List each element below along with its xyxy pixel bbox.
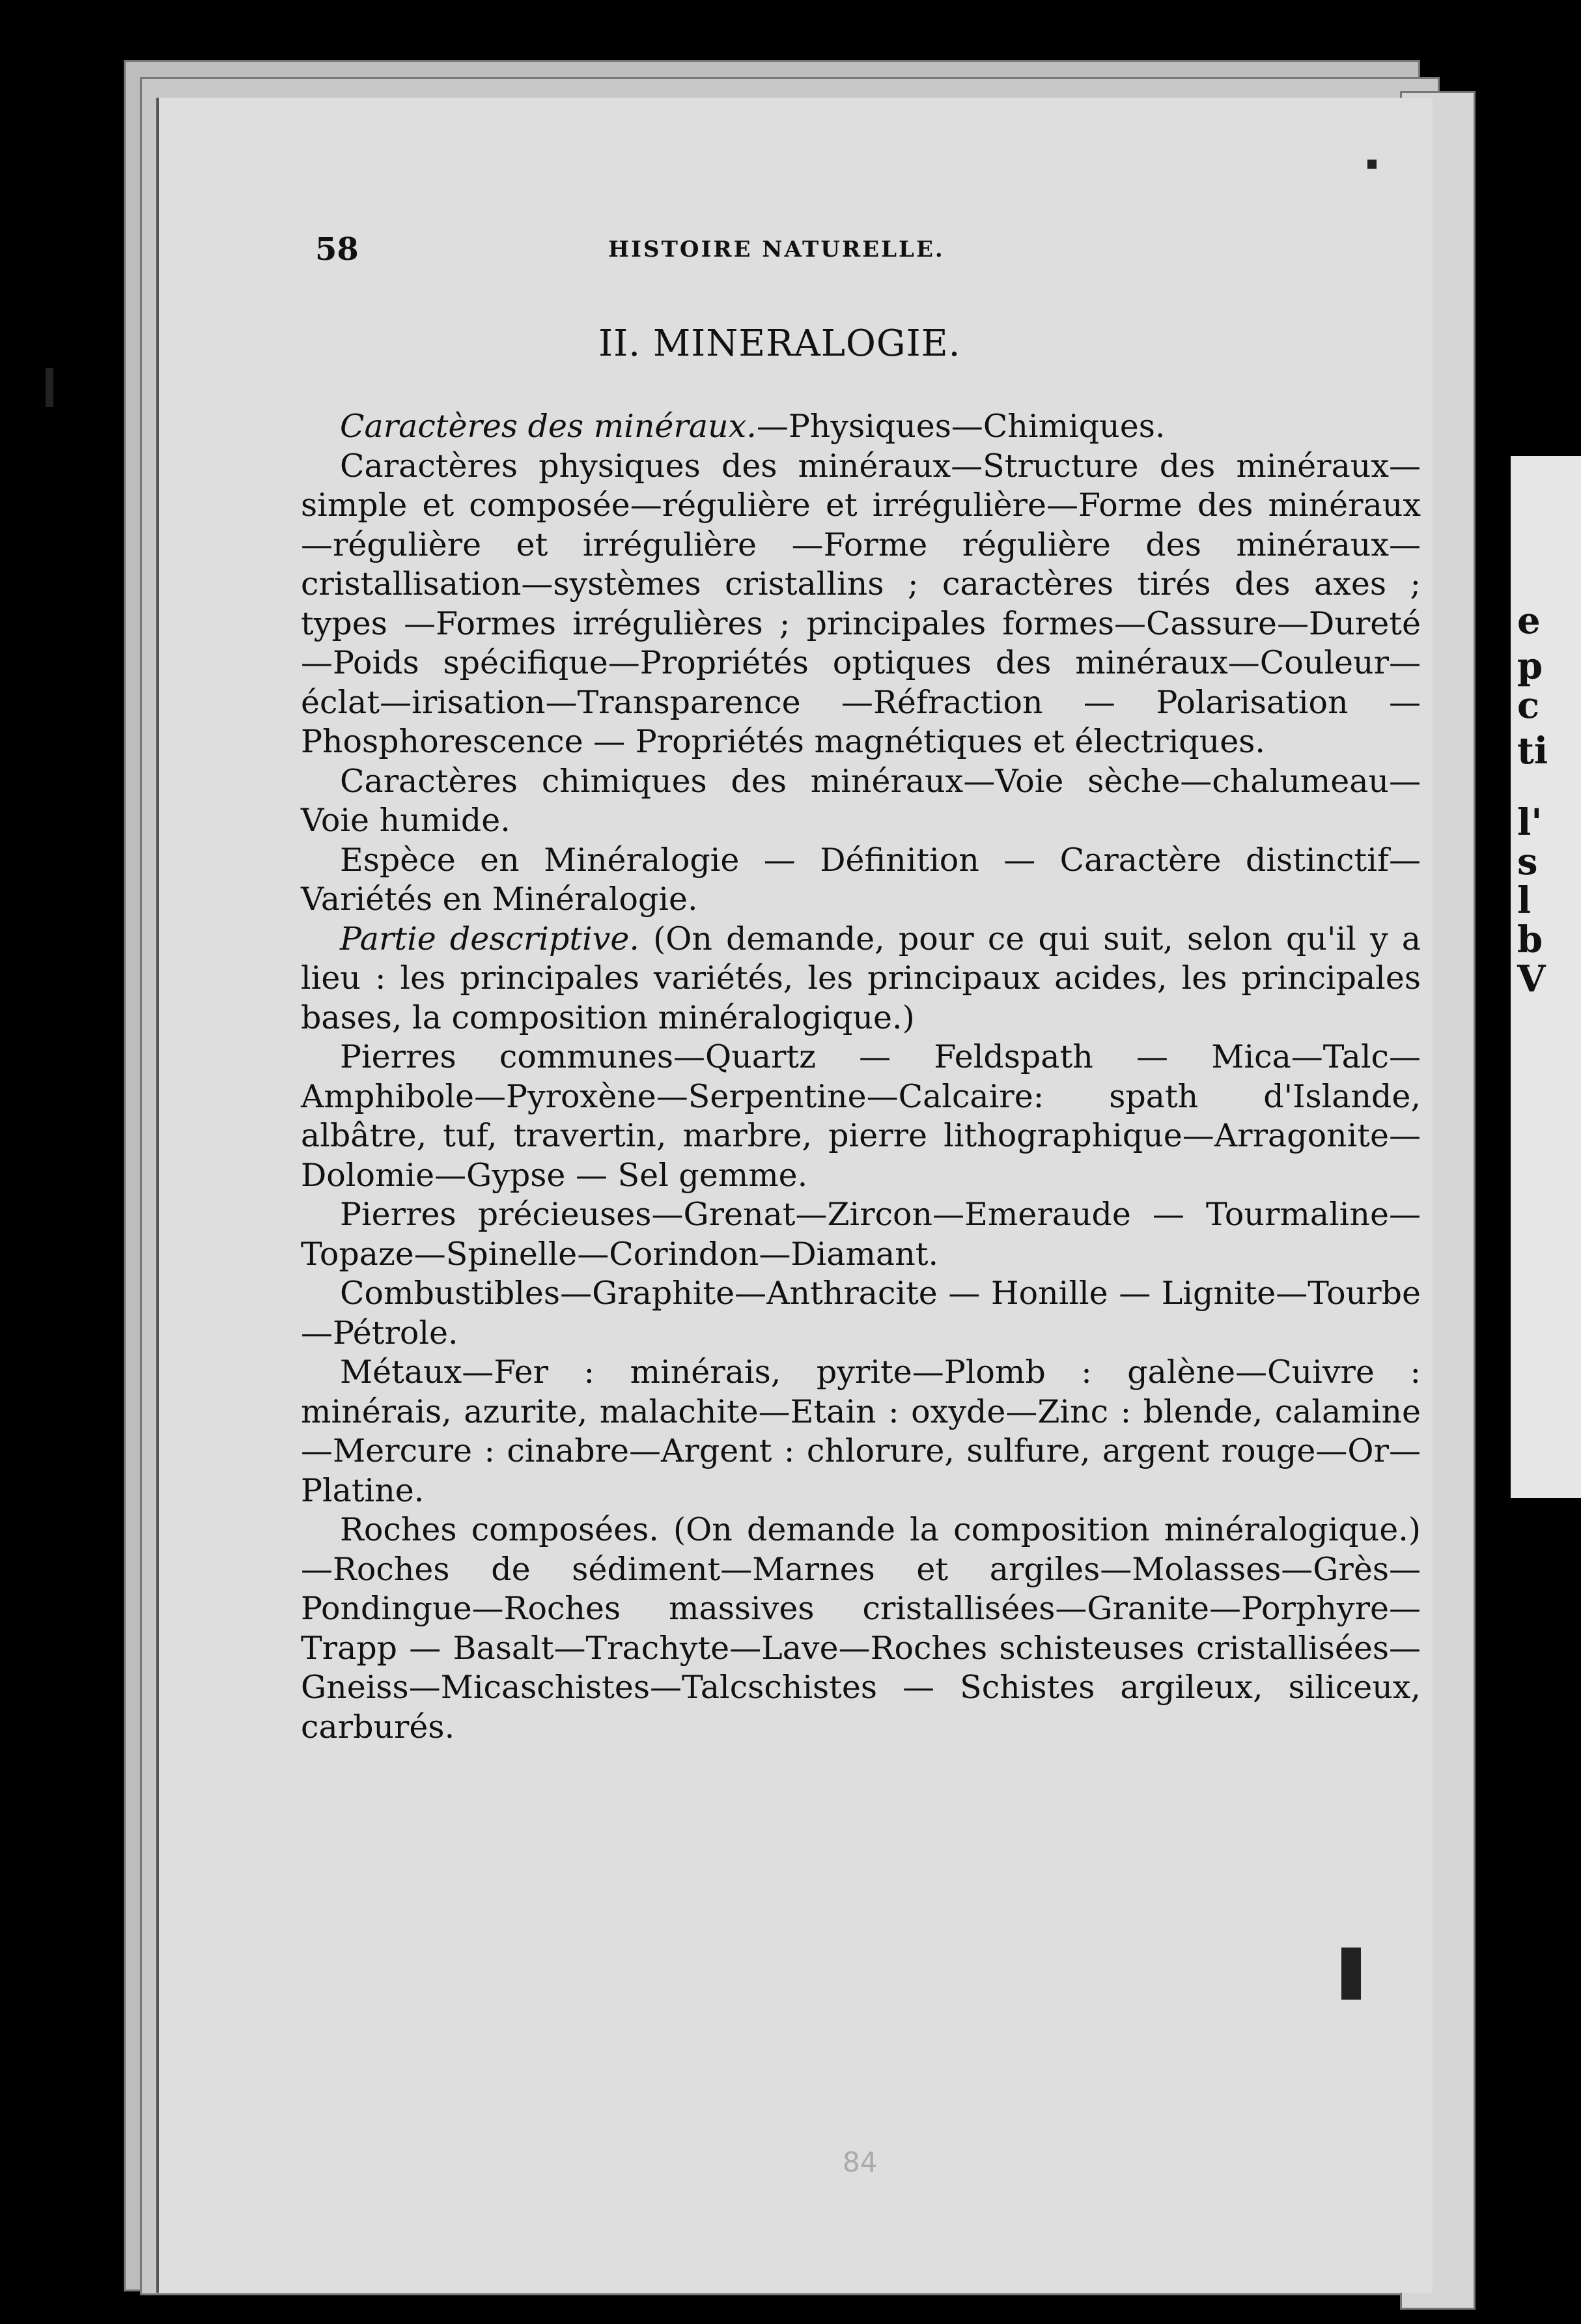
adjacent-fragment: l' xyxy=(1517,801,1543,844)
adjacent-fragment: b xyxy=(1517,918,1543,961)
paragraph: Pierres précieuses—Grenat—Zircon—Emeraude — Tourmaline—Topaze—Spinelle—Corindon—Diamant. xyxy=(301,1196,1421,1273)
body-text xyxy=(301,407,1421,1747)
paragraph: Roches composées. (On demande la composition minéralogique.)—Roches de sédiment—Marnes et argiles—Molasses—Grès—Pondingue—Roches massives cristallisées—Granite—Porphyre—Trapp — Basalt—Trachyte—Lave—Roches schisteuses cristallisées—Gneiss—Micaschistes—Talcschistes — Schistes argileux, siliceux, carburés. xyxy=(301,1511,1421,1746)
adjacent-page-sliver xyxy=(1511,456,1581,1498)
paragraph xyxy=(301,920,1421,1038)
scan-mark xyxy=(46,368,53,407)
adjacent-fragment: p xyxy=(1517,645,1543,688)
adjacent-fragment: c xyxy=(1517,684,1540,727)
paragraph: Métaux—Fer : minérais, pyrite—Plomb : galène—Cuivre : minérais, azurite, malachite—Etain : oxyde—Zinc : blende, calamine—Mercure : cinabre—Argent : chlorure, sulfure, argent rouge—Or—Platine. xyxy=(301,1353,1421,1509)
paragraph-text: (On demande, pour ce qui suit, selon qu'il y a lieu : les principales variétés, les principaux acides, les principales bases, la composition minéralogique.) xyxy=(301,920,1421,1036)
page-number: 58 xyxy=(315,231,359,268)
scan-mark xyxy=(1367,160,1377,169)
paragraph: Caractères physiques des minéraux—Structure des minéraux—simple et composée—régulière et irrégulière—Forme des minéraux—régulière et irrégulière —Forme régulière des minéraux—cristallisation—systèmes cristallins ; caractères tirés des axes ; types —Formes irrégulières ; principales formes—Cassure—Dureté—Poids spécifique—Propriétés optiques des minéraux—Couleur—éclat—irisation—Transparence —Réfraction — Polarisation — Phosphorescence — Propriétés magnétiques et électriques. xyxy=(301,447,1421,760)
adjacent-fragment: l xyxy=(1517,879,1532,922)
adjacent-fragment: ti xyxy=(1517,730,1548,772)
running-title: HISTOIRE NATURELLE. xyxy=(608,236,945,262)
paragraph: Combustibles—Graphite—Anthracite — Honille — Lignite—Tourbe—Pétrole. xyxy=(301,1275,1421,1352)
section-title: II. MINERALOGIE. xyxy=(598,322,961,365)
adjacent-fragment: s xyxy=(1517,840,1538,883)
page-header xyxy=(159,231,1433,283)
scan-mark xyxy=(1341,1948,1361,2000)
paragraph: Pierres communes—Quartz — Feldspath — Mica—Talc—Amphibole—Pyroxène—Serpentine—Calcaire: spath d'Islande, albâtre, tuf, travertin, marbre, pierre lithographique—Arragonite—Dolomie—Gypse — Sel gemme. xyxy=(301,1038,1421,1194)
paragraph xyxy=(301,407,1421,447)
italic-lead: Caractères des minéraux. xyxy=(340,408,757,445)
adjacent-fragment: e xyxy=(1517,599,1541,642)
paragraph: Caractères chimiques des minéraux—Voie sèche—chalumeau—Voie humide. xyxy=(301,762,1421,839)
main-page xyxy=(156,98,1433,2293)
adjacent-fragment: V xyxy=(1517,957,1546,1000)
italic-lead: Partie descriptive. xyxy=(340,920,639,957)
paragraph: Espèce en Minéralogie — Définition — Caractère distinctif—Variétés en Minéralogie. xyxy=(301,841,1421,918)
pencil-annotation: 84 xyxy=(843,2146,878,2178)
paragraph-text: —Physiques—Chimiques. xyxy=(756,408,1166,445)
